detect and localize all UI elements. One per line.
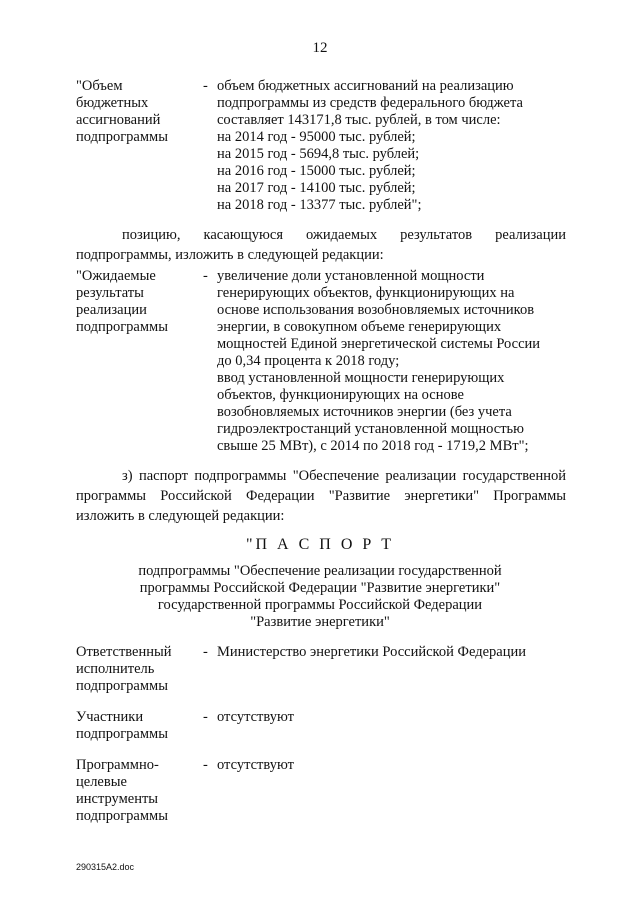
paragraph-line: з) паспорт подпрограммы "Обеспечение реализации государственной: [122, 468, 566, 484]
paragraph-line: программы Российской Федерации "Развитие энергетики" Программы: [76, 488, 566, 504]
results-text: увеличение доли установленной мощности генерирующих объектов, функционирующих на основе использования возобновляемых источников энергии, в совокупном объеме генерирующих мощностей Единой энергетической системы России до 0,34 процента к 2018 году; ввод установленной мощности генерирующих объектов, функционирующих на основе возобновляемых источников энергии (без учета гидроэлектростанций установленной мощностью свыше 25 МВт), с 2014 по 2018 год - 1719,2 МВт";: [217, 268, 541, 454]
budget-text: объем бюджетных ассигнований на реализацию подпрограммы из средств федерального бюджета составляет 143171,8 тыс. рублей, в том числе: на 2014 год - 95000 тыс. рублей; на 2015 год - 5694,8 тыс. рублей; на 2016 год - 15000 тыс. рублей; на 2017 год - 14100 тыс. рублей; на 2018 год - 13377 тыс. рублей";: [217, 78, 523, 213]
passport-title: "П А С П О Р Т: [245, 536, 395, 553]
paragraph-passport-intro: [76, 466, 566, 526]
passport-subtitle: подпрограммы "Обеспечение реализации государственной программы Российской Федерации "Развитие энергетики" государственной программы Российской Федерации "Развитие энергетики": [138, 563, 502, 630]
results-label: "Ожидаемые результаты реализации подпрограммы: [76, 268, 168, 335]
paragraph-line: подпрограммы, изложить в следующей редакции:: [76, 247, 384, 263]
page-number: 12: [312, 40, 328, 56]
row-value: Министерство энергетики Российской Федерации: [217, 644, 526, 660]
row-label: Программно- целевые инструменты подпрограммы: [76, 757, 168, 824]
row-label: Ответственный исполнитель подпрограммы: [76, 644, 172, 694]
row-value: отсутствуют: [217, 757, 294, 773]
row-value: отсутствуют: [217, 709, 294, 725]
paragraph-position: [76, 225, 566, 265]
row-dash: -: [203, 644, 208, 660]
budget-label: "Объем бюджетных ассигнований подпрограммы: [76, 78, 168, 145]
budget-dash: -: [203, 78, 208, 94]
paragraph-line: изложить в следующей редакции:: [76, 508, 285, 524]
results-dash: -: [203, 268, 208, 284]
row-dash: -: [203, 709, 208, 725]
footer-filename: 290315A2.doc: [76, 862, 135, 872]
row-label: Участники подпрограммы: [76, 709, 168, 742]
row-dash: -: [203, 757, 208, 773]
paragraph-line: позицию, касающуюся ожидаемых результатов реализации: [122, 227, 566, 243]
